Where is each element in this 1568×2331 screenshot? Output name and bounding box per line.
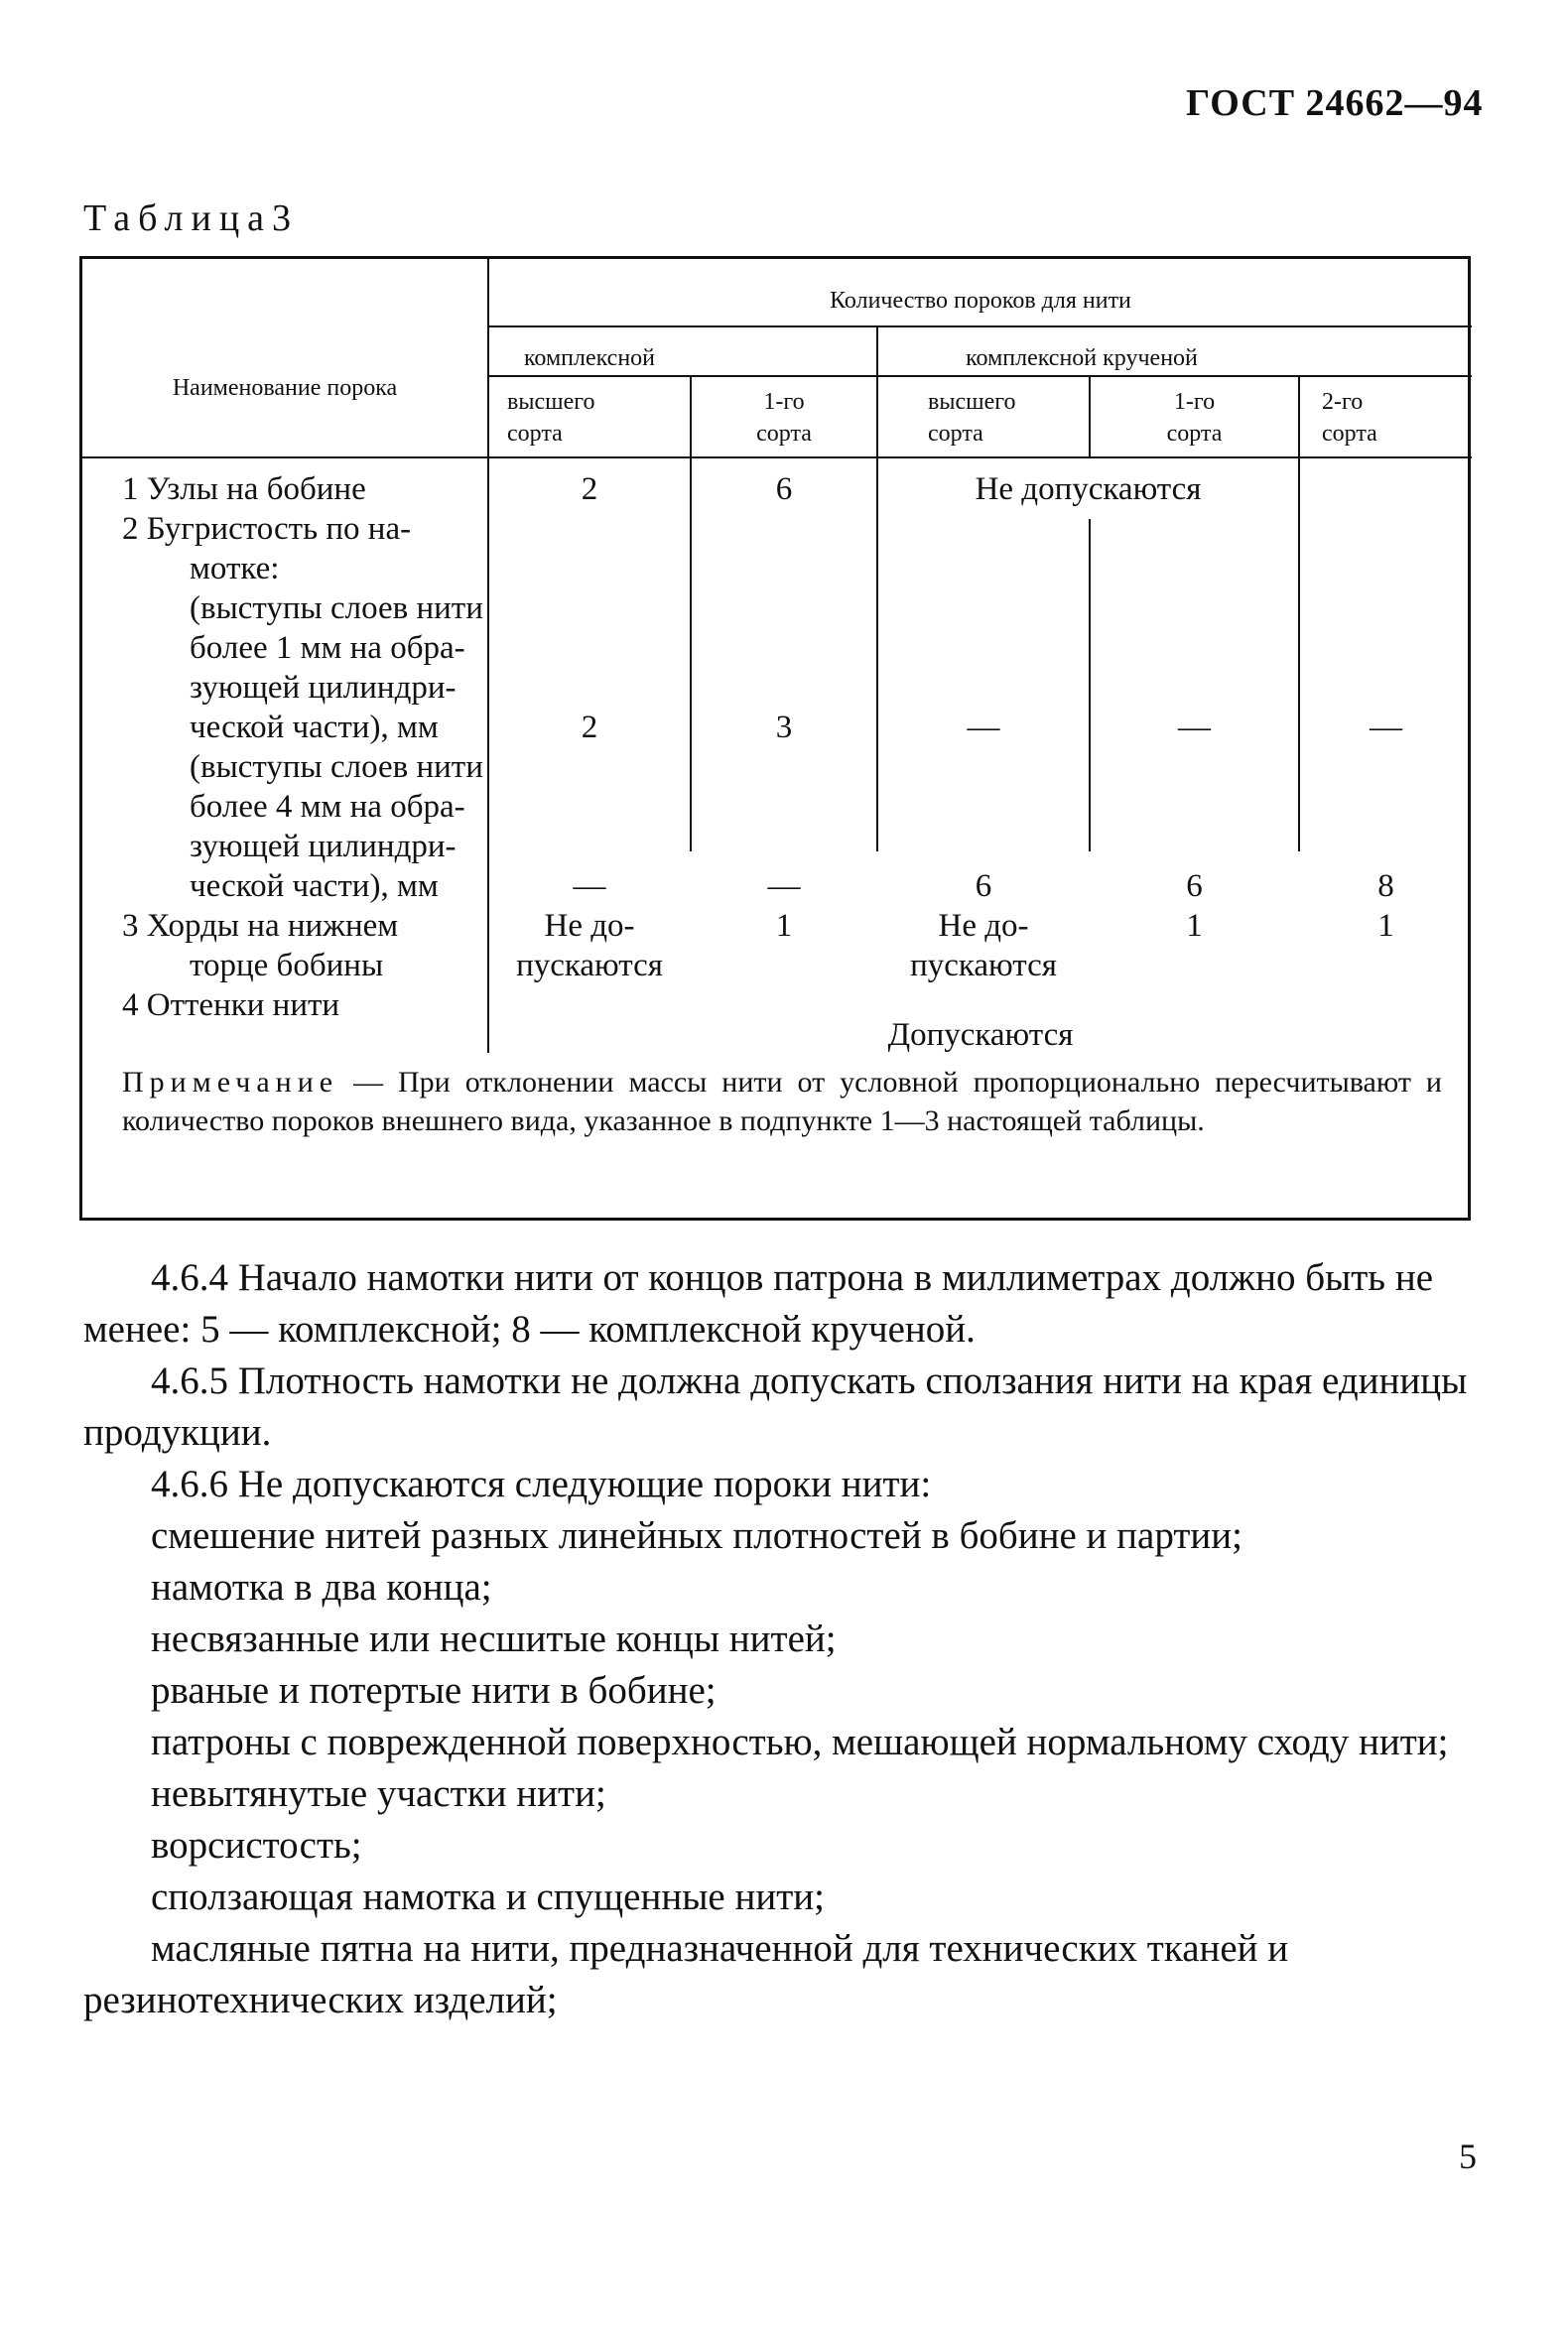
page-number: 5	[1459, 2137, 1477, 2176]
header-grade-top-2	[878, 386, 1089, 450]
not-allowed-part1: Не до-	[544, 908, 635, 944]
r2-twisted-top: —	[967, 710, 1000, 745]
r2-twisted-second: —	[1370, 710, 1402, 745]
header-grade-top-1	[489, 386, 708, 450]
defects-table	[79, 256, 1471, 1221]
grade-unit: сорта	[1322, 421, 1377, 447]
grade-label: высшего	[928, 389, 1016, 415]
row-name: торце бобины	[190, 948, 384, 983]
row-name: (выступы слоев нити	[190, 590, 483, 626]
grade-unit: сорта	[507, 421, 563, 447]
list-item: невытянутые участки нити;	[151, 1772, 606, 1815]
paragraph-4-6-6: 4.6.6 Не допускаются следующие пороки нити:	[151, 1463, 932, 1505]
r4-twisted-first: 1	[1186, 908, 1203, 944]
r3-complex-first: —	[767, 868, 801, 904]
r2-complex-first: 3	[775, 710, 793, 745]
r4-twisted-top	[878, 906, 1089, 985]
row-name: зующей цилиндри-	[190, 670, 457, 706]
row-name: 4 Оттенки нити	[122, 987, 340, 1023]
list-item: ворсистость;	[151, 1824, 362, 1867]
grade-unit: сорта	[1166, 421, 1223, 447]
header-defect-name: Наименование порока	[172, 375, 398, 401]
grade-unit: сорта	[756, 421, 812, 447]
r3-complex-top: —	[573, 868, 606, 904]
row-name: ческой части), мм	[190, 710, 439, 745]
grade-label: 1-го	[1173, 389, 1216, 415]
r3-twisted-first: 6	[1186, 868, 1203, 904]
not-allowed-part2: пускаются	[516, 948, 663, 983]
body-text	[83, 1252, 1473, 2026]
r4-twisted-second: 1	[1377, 908, 1394, 944]
r1-complex-top: 2	[581, 471, 598, 507]
document-code: ГОСТ 24662—94	[1186, 82, 1484, 124]
header-complex: комплексной	[523, 345, 656, 371]
grade-label: 1-го	[763, 389, 805, 415]
row-name: зующей цилиндри-	[190, 829, 457, 864]
header-grade-second-2	[1300, 386, 1472, 450]
not-allowed-part2: пускаются	[910, 948, 1057, 983]
row-name: 3 Хорды на нижнем	[122, 908, 399, 944]
r5-allowed: Допускаются	[887, 1017, 1074, 1053]
h-line-header-bottom	[82, 456, 1472, 458]
table-title: Таблица3	[83, 197, 300, 239]
paragraph-4-6-5: 4.6.5 Плотность намотки не должна допускать сползания нити на края единицы продукции.	[83, 1360, 1468, 1454]
list-item: несвязанные или несшитые концы нитей;	[151, 1618, 837, 1660]
h-line-sub	[489, 375, 1472, 377]
list-item: намотка в два конца;	[151, 1566, 492, 1609]
r3-twisted-second: 8	[1377, 868, 1394, 904]
row-name: более 1 мм на обра-	[190, 630, 465, 666]
list-item: масляные пятна на нити, предназначенной для технических тканей и резинотехнических изделий;	[83, 1927, 1289, 2021]
grade-label: высшего	[507, 389, 595, 415]
r2-complex-top: 2	[581, 710, 598, 745]
grade-unit: сорта	[928, 421, 983, 447]
v-line-g2a-body	[1089, 519, 1091, 851]
r3-twisted-top: 6	[975, 868, 992, 904]
header-defect-count: Количество пороков для нити	[830, 288, 1131, 314]
header-complex-twisted: комплексной крученой	[966, 345, 1198, 371]
note-label: Примечание	[122, 1066, 339, 1099]
list-item: смешение нитей разных линейных плотностей в бобине и партии;	[151, 1514, 1242, 1557]
list-item: патроны с поврежденной поверхностью, мешающей нормальному сходу нити;	[151, 1721, 1449, 1763]
r4-complex-top	[489, 906, 690, 985]
row-name: 1 Узлы на бобине	[122, 471, 366, 507]
h-line-group	[489, 325, 1472, 327]
note-text: — При отклонении массы нити от условной пропорционально пересчитывают и количество пороков внешнего вида, указанное в подпункте 1—3 настоящей таблицы.	[122, 1066, 1442, 1137]
row-name: (выступы слоев нити	[190, 749, 483, 785]
table-note	[122, 1063, 1442, 1140]
r1-not-allowed: Не допускаются	[975, 471, 1202, 507]
list-item: сползающая намотка и спущенные нити;	[151, 1876, 825, 1918]
header-grade-first-2	[1091, 386, 1298, 450]
row-name: 2 Бугристость по на-	[122, 511, 412, 547]
r4-complex-first: 1	[775, 908, 793, 944]
paragraph-4-6-4: 4.6.4 Начало намотки нити от концов патрона в миллиметрах должно быть не менее: 5 — комплексной; 8 — комплексной крученой.	[83, 1256, 1434, 1351]
row-name: более 4 мм на обра-	[190, 789, 465, 825]
row-name: ческой части), мм	[190, 868, 439, 904]
row-name: мотке:	[190, 551, 280, 586]
r2-twisted-first: —	[1178, 710, 1211, 745]
list-item: рваные и потертые нити в бобине;	[151, 1669, 717, 1712]
not-allowed-part1: Не до-	[938, 908, 1029, 944]
r1-complex-first: 6	[775, 471, 793, 507]
grade-label: 2-го	[1322, 389, 1364, 415]
header-grade-first-1	[692, 386, 876, 450]
